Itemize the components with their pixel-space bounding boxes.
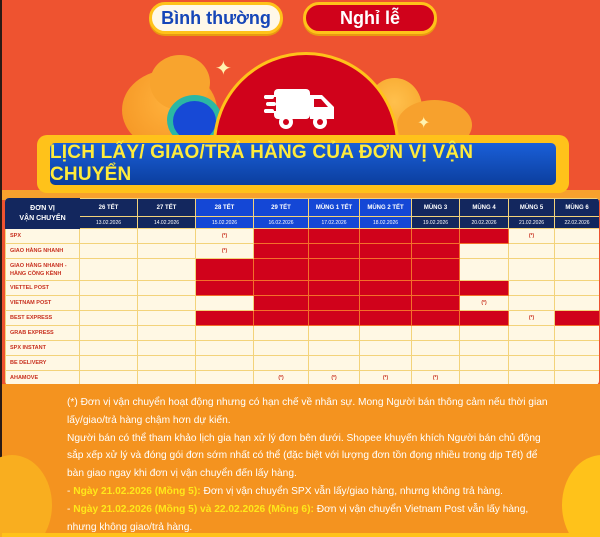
cell-closed (360, 296, 412, 311)
table-row (6, 326, 600, 341)
cell-open (138, 259, 196, 281)
cell-limited: (*) (254, 371, 309, 386)
table-row (6, 281, 600, 296)
cell-closed (309, 311, 360, 326)
cell-limited: (*) (509, 311, 555, 326)
note-vnpost-exception (67, 501, 557, 537)
cell-open (555, 281, 600, 296)
cell-limited: (*) (460, 296, 509, 311)
note-recommendation: Người bán có thể tham khảo lịch gia hạn xử lý đơn bên dưới. Shopee khuyến khích Người bán chủ động sắp xếp xử lý và đóng gói đơn sớm nhất có thể (đặc biệt với lượng đơn tồn đọng nhiều trong dịp Tết) để bàn giao ngay khi đơn vị vận chuyển đến lấy hàng. (67, 432, 541, 480)
cell-open (460, 356, 509, 371)
cell-closed (460, 281, 509, 296)
cell-open (460, 244, 509, 259)
cell-open (555, 371, 600, 386)
table-row (6, 341, 600, 356)
cell-closed (412, 244, 460, 259)
cell-closed (360, 229, 412, 244)
cell-closed (196, 311, 254, 326)
carrier-name: SPX INSTANT (6, 341, 80, 356)
tab-normal-schedule[interactable]: Bình thường (149, 2, 283, 34)
cell-open (196, 341, 254, 356)
carrier-name: GIAO HÀNG NHANH - HÀNG CỒNG KỀNH (6, 259, 80, 281)
cell-open (80, 311, 138, 326)
cell-open (80, 244, 138, 259)
column-header-day: MÙNG 1 TẾT (309, 199, 360, 217)
table-row (6, 244, 600, 259)
cell-closed (555, 311, 600, 326)
cell-open (80, 296, 138, 311)
column-header-date: 16.02.2026 (254, 217, 309, 229)
column-header-day: 28 TẾT (196, 199, 254, 217)
cell-closed (412, 229, 460, 244)
sparkle-icon: ✦ (215, 56, 232, 80)
column-header-date: 19.02.2026 (412, 217, 460, 229)
cell-closed (460, 311, 509, 326)
cell-open (196, 296, 254, 311)
cell-open (509, 296, 555, 311)
cell-closed (360, 311, 412, 326)
cell-open (80, 229, 138, 244)
carrier-name: GIAO HÀNG NHANH (6, 244, 80, 259)
column-header-day: MÙNG 4 (460, 199, 509, 217)
cell-open (80, 371, 138, 386)
carrier-name: BE DELIVERY (6, 356, 80, 371)
schedule-table (5, 198, 599, 385)
table-row (6, 229, 600, 244)
carrier-name: VIETNAM POST (6, 296, 80, 311)
cell-closed (360, 244, 412, 259)
note-date-highlight: Ngày 21.02.2026 (Mồng 5) và 22.02.2026 (Mồng 6): (73, 503, 314, 515)
cell-open (196, 356, 254, 371)
cell-open (460, 341, 509, 356)
carrier-name: SPX (6, 229, 80, 244)
column-header-day: MÙNG 2 TẾT (360, 199, 412, 217)
bullet: - (67, 503, 74, 515)
cell-open (509, 281, 555, 296)
cell-open (360, 356, 412, 371)
cell-open (80, 259, 138, 281)
cell-open (509, 356, 555, 371)
column-header-date: 21.02.2026 (509, 217, 555, 229)
cell-open (555, 259, 600, 281)
bullet: - (67, 485, 74, 497)
cell-closed (309, 229, 360, 244)
column-header-day: MÙNG 5 (509, 199, 555, 217)
cell-open (196, 371, 254, 386)
cell-closed (254, 311, 309, 326)
carrier-name: GRAB EXPRESS (6, 326, 80, 341)
cell-open (138, 296, 196, 311)
column-header-day: MÙNG 3 (412, 199, 460, 217)
cell-open (555, 326, 600, 341)
table-row (6, 371, 600, 386)
sparkle-icon: ✦ (417, 113, 431, 132)
column-header-date: 22.02.2026 (555, 217, 600, 229)
cell-open (460, 259, 509, 281)
cell-open (555, 296, 600, 311)
delivery-truck-icon (264, 87, 336, 131)
cell-open (509, 259, 555, 281)
cell-open (412, 356, 460, 371)
cell-open (138, 371, 196, 386)
note-body: Đơn vị vận chuyển SPX vẫn lấy/giao hàng, nhưng không trả hàng. (200, 485, 503, 497)
cell-open (80, 281, 138, 296)
cell-open (460, 326, 509, 341)
cell-open (555, 341, 600, 356)
page-title: LỊCH LẤY/ GIAO/TRẢ HÀNG CỦA ĐƠN VỊ VẬN CHUYỂN (50, 143, 556, 185)
cell-closed (360, 281, 412, 296)
cell-limited: (*) (360, 371, 412, 386)
cell-open (509, 326, 555, 341)
column-header-day: 29 TẾT (254, 199, 309, 217)
cell-closed (412, 311, 460, 326)
notes-text (67, 394, 557, 536)
column-header-day: MÙNG 6 (555, 199, 600, 217)
cell-limited: (*) (196, 244, 254, 259)
cell-open (309, 341, 360, 356)
cell-open (309, 356, 360, 371)
cell-open (254, 341, 309, 356)
cell-open (460, 371, 509, 386)
cell-closed (254, 244, 309, 259)
cell-open (138, 229, 196, 244)
cell-open (138, 356, 196, 371)
cell-open (555, 356, 600, 371)
cell-closed (412, 281, 460, 296)
cell-open (412, 326, 460, 341)
column-header-date: 15.02.2026 (196, 217, 254, 229)
cell-open (360, 326, 412, 341)
carrier-name: VIETTEL POST (6, 281, 80, 296)
cell-closed (254, 259, 309, 281)
cell-closed (196, 281, 254, 296)
cell-limited: (*) (196, 229, 254, 244)
cell-closed (460, 229, 509, 244)
cell-closed (412, 296, 460, 311)
cell-open (138, 244, 196, 259)
table-row (6, 259, 600, 281)
carrier-header-line2: VẬN CHUYỂN (19, 214, 66, 222)
cell-open (412, 341, 460, 356)
cell-closed (309, 281, 360, 296)
cell-open (80, 326, 138, 341)
cell-open (509, 341, 555, 356)
table-row (6, 296, 600, 311)
column-header-day: 27 TẾT (138, 199, 196, 217)
column-header-date: 14.02.2026 (138, 217, 196, 229)
column-header-date: 13.02.2026 (80, 217, 138, 229)
cell-closed (254, 229, 309, 244)
cell-open (309, 326, 360, 341)
note-body: Đơn vị vận chuyển Vietnam Post vẫn lấy hàng, nhưng không giao/trả hàng. (67, 503, 529, 533)
cell-closed (196, 259, 254, 281)
cell-closed (309, 259, 360, 281)
cell-closed (254, 281, 309, 296)
carrier-header-line1: ĐƠN VỊ (30, 204, 55, 212)
column-header-date: 17.02.2026 (309, 217, 360, 229)
cell-limited: (*) (509, 229, 555, 244)
cell-open (138, 341, 196, 356)
tab-holiday-schedule[interactable]: Nghỉ lễ (303, 2, 437, 34)
cell-closed (309, 296, 360, 311)
cell-open (360, 341, 412, 356)
cell-open (254, 326, 309, 341)
cell-open (138, 326, 196, 341)
cell-limited: (*) (412, 371, 460, 386)
note-spx-exception (67, 483, 557, 501)
cell-open (138, 311, 196, 326)
table-row (6, 356, 600, 371)
cell-open (509, 371, 555, 386)
cell-closed (360, 259, 412, 281)
table-row (6, 311, 600, 326)
cell-open (509, 244, 555, 259)
column-header-date: 18.02.2026 (360, 217, 412, 229)
carrier-name: BEST EXPRESS (6, 311, 80, 326)
carrier-name: AHAMOVE (6, 371, 80, 386)
cell-closed (254, 296, 309, 311)
column-header-day: 26 TẾT (80, 199, 138, 217)
cell-open (138, 281, 196, 296)
cell-open (80, 356, 138, 371)
cell-closed (309, 244, 360, 259)
bottom-border (2, 533, 600, 537)
column-header-date: 20.02.2026 (460, 217, 509, 229)
cell-open (196, 326, 254, 341)
cell-limited: (*) (309, 371, 360, 386)
cell-open (80, 341, 138, 356)
cell-closed (412, 259, 460, 281)
cell-open (555, 244, 600, 259)
note-date-highlight: Ngày 21.02.2026 (Mồng 5): (73, 485, 201, 497)
note-limited-capacity: (*) Đơn vị vận chuyển hoạt động nhưng có hạn chế về nhân sự. Mong Người bán thông cảm nếu thời gian lấy/giao/trả hàng chậm hơn dự kiến. (67, 397, 548, 426)
carrier-column-header (6, 199, 80, 229)
cell-open (555, 229, 600, 244)
cell-open (254, 356, 309, 371)
